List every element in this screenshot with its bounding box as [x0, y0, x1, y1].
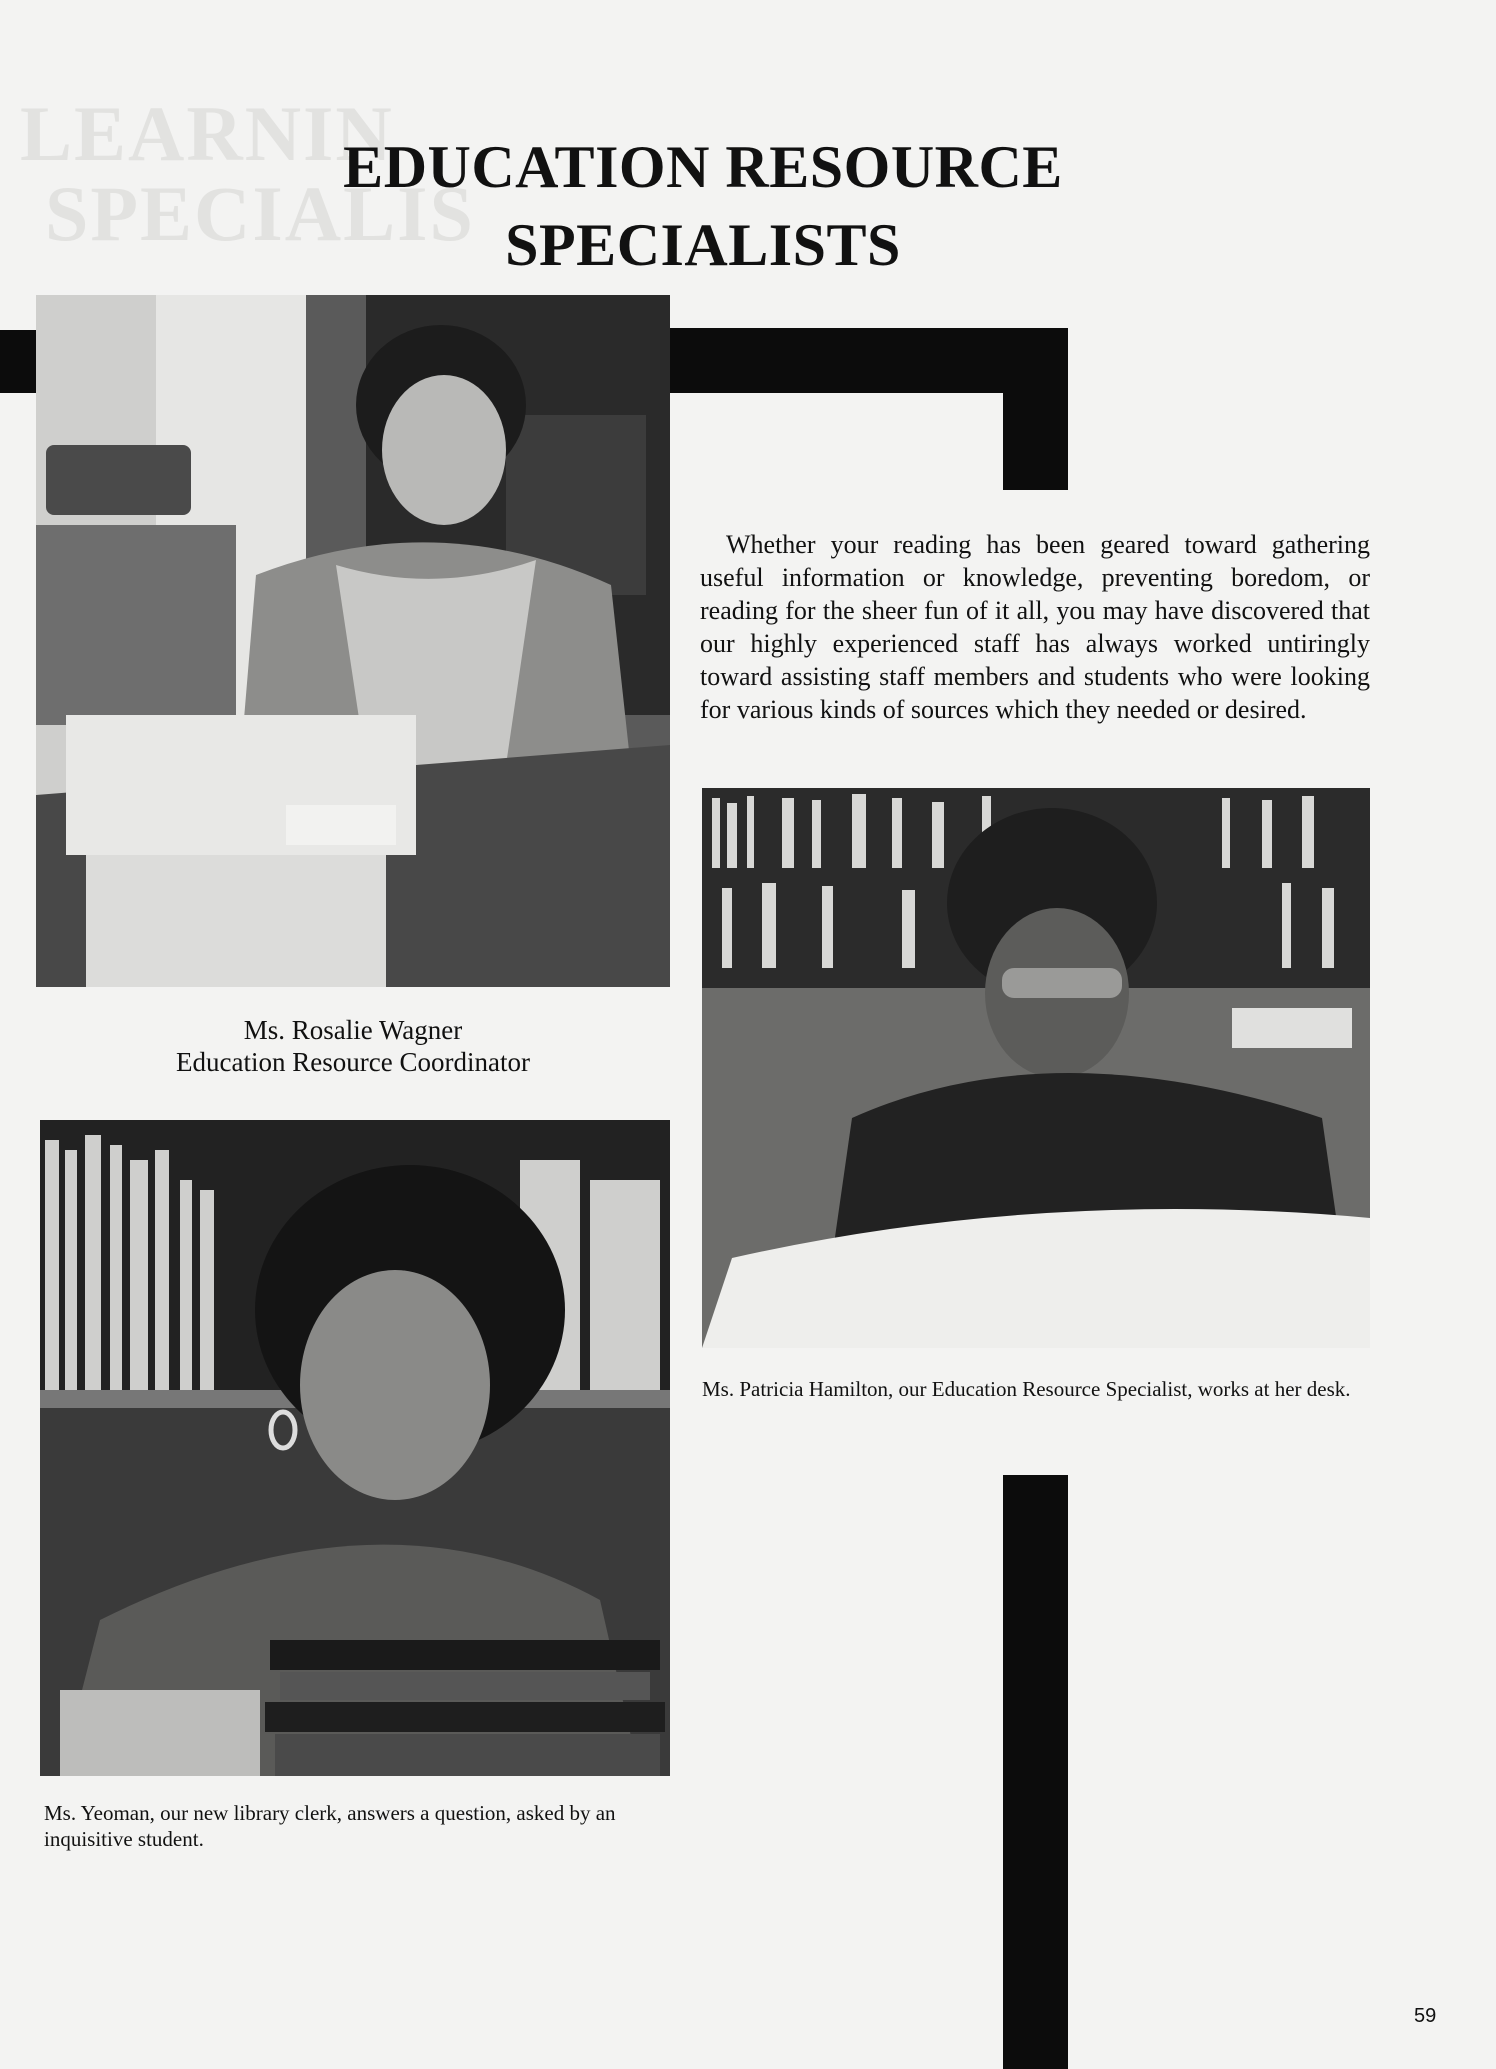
title-line-2: SPECIALISTS	[505, 212, 901, 278]
caption-patricia-hamilton: Ms. Patricia Hamilton, our Education Resource Specialist, works at her desk.	[702, 1377, 1351, 1401]
page-number: 59	[1414, 2005, 1437, 2027]
caption-role: Education Resource Coordinator	[176, 1047, 530, 1077]
intro-paragraph: Whether your reading has been geared toward gathering useful information or knowledge, preventing boredom, or reading for the sheer fun of it all, you may have discovered that our highly experienced staff has always worked untiringly toward assisting staff members and students who were looking for various kinds of sources which they needed or desired.	[700, 530, 1370, 724]
accent-bar-vertical-bottom	[1003, 1475, 1068, 2069]
caption-ms-yeoman: Ms. Yeoman, our new library clerk, answers a question, asked by an inquisitive student.	[44, 1801, 616, 1851]
accent-bar-left	[0, 330, 36, 393]
accent-bar-vertical-top	[1003, 328, 1068, 490]
title-line-1: EDUCATION RESOURCE	[343, 134, 1063, 200]
bleed-through-text-2: SPECIALIS	[45, 170, 475, 257]
page-title	[0, 128, 1406, 284]
caption-rosalie-wagner	[36, 1014, 670, 1078]
bleed-through-text: LEARNIN	[20, 90, 394, 177]
photo-ms-yeoman	[40, 1120, 670, 1776]
photo-rosalie-wagner	[36, 295, 670, 987]
caption-name: Ms. Rosalie Wagner	[243, 1015, 463, 1045]
photo-ms-yeoman-image	[40, 1120, 670, 1776]
photo-patricia-hamilton-image	[702, 788, 1370, 1348]
photo-patricia-hamilton	[702, 788, 1370, 1348]
photo-rosalie-wagner-image	[36, 295, 670, 987]
